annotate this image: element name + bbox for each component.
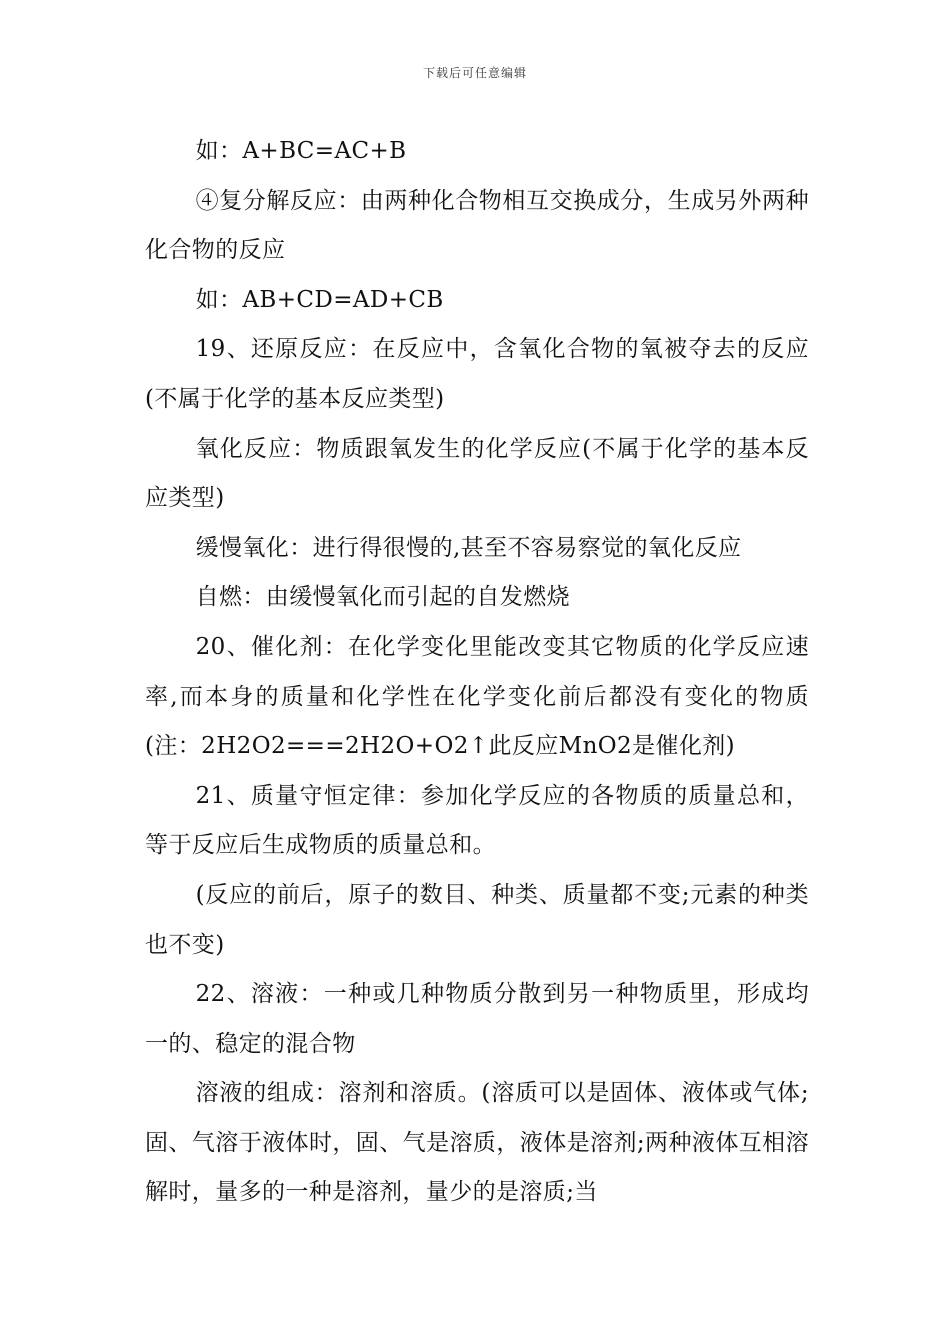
paragraph-slow-oxidation: 缓慢氧化：进行得很慢的,甚至不容易察觉的氧化反应 [195,534,742,561]
paragraph-example-double-decomposition: 如：AB+CD=AD+CB [195,286,444,313]
paragraph-double-decomposition: ④复分解反应：由两种化合物相互交换成分，生成另外两种化合物的反应 [145,187,809,264]
page-header: 下载后可任意编辑 [422,66,527,80]
paragraph-conservation-note: (反应的前后，原子的数目、种类、质量都不变;元素的种类也不变) [145,881,809,958]
paragraph-spontaneous-combustion: 自燃：由缓慢氧化而引起的自发燃烧 [195,584,570,611]
paragraph-oxidation-reaction: 氧化反应：物质跟氧发生的化学反应(不属于化学的基本反应类型) [145,435,809,512]
paragraph-example-substitution: 如：A+BC=AC+B [195,138,407,164]
paragraph-solution: 22、溶液：一种或几种物质分散到另一种物质里，形成均一的、稳定的混合物 [145,981,809,1057]
paragraph-catalyst: 20、催化剂：在化学变化里能改变其它物质的化学反应速率,而本身的质量和化学性在化学变化前后都没有变化的物质(注：2H2O2===2H2O+O2↑此反应MnO2是催化剂) [145,633,809,760]
paragraph-solution-composition: 溶液的组成：溶剂和溶质。(溶质可以是固体、液体或气体;固、气溶于液体时，固、气是溶质，液体是溶剂;两种液体互相溶解时，量多的一种是溶剂，量少的是溶质;当 [145,1080,809,1206]
paragraph-reduction-reaction: 19、还原反应：在反应中，含氧化合物的氧被夺去的反应(不属于化学的基本反应类型) [145,336,809,412]
document-body [145,127,809,1218]
paragraph-conservation-of-mass: 21、质量守恒定律：参加化学反应的各物质的质量总和，等于反应后生成物质的质量总和。 [145,782,809,859]
